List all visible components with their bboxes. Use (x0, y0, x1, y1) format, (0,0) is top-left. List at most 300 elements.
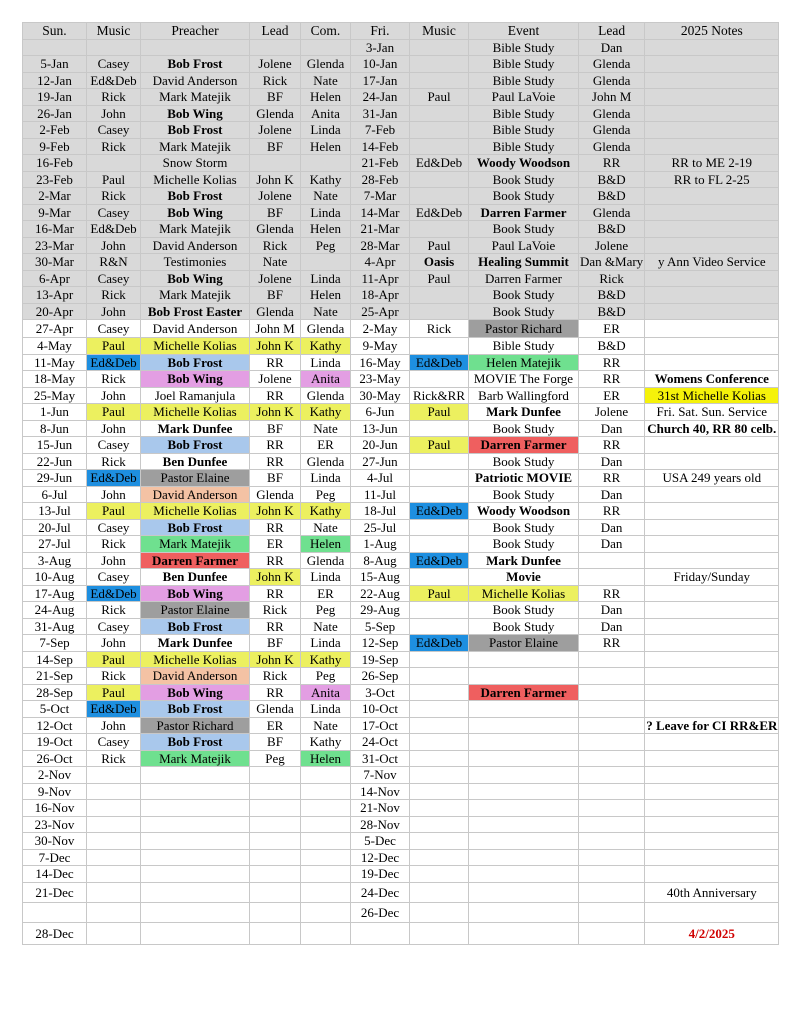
cell-music: Casey (87, 569, 141, 586)
cell-com (301, 922, 351, 944)
cell-event (469, 651, 579, 668)
cell-sun-date: 13-Jul (23, 503, 87, 520)
cell-notes (645, 437, 779, 454)
cell-music (87, 849, 141, 866)
cell-fri-music (410, 684, 469, 701)
cell-fri-date: 21-Mar (351, 221, 410, 238)
table-row (23, 39, 779, 56)
cell-fri-music (410, 618, 469, 635)
cell-lead: Jolene (250, 371, 301, 388)
cell-music (87, 816, 141, 833)
cell-fri-date: 28-Mar (351, 237, 410, 254)
cell-event: Patriotic MOVIE (469, 470, 579, 487)
cell-lead: Glenda (250, 303, 301, 320)
cell-sun-date: 10-Aug (23, 569, 87, 586)
table-row (23, 371, 779, 388)
cell-preacher: Pastor Elaine (141, 470, 250, 487)
header-fri-lead: Lead (579, 23, 645, 40)
cell-fri-lead: Jolene (579, 237, 645, 254)
cell-notes (645, 750, 779, 767)
table-row (23, 717, 779, 734)
cell-lead: BF (250, 138, 301, 155)
cell-notes (645, 800, 779, 817)
cell-fri-date: 27-Jun (351, 453, 410, 470)
table-row (23, 188, 779, 205)
cell-com: Anita (301, 105, 351, 122)
cell-notes (645, 338, 779, 355)
cell-notes (645, 618, 779, 635)
cell-fri-music (410, 519, 469, 536)
cell-preacher: Bob Frost (141, 354, 250, 371)
cell-preacher: Bob Frost (141, 122, 250, 139)
cell-fri-date: 21-Nov (351, 800, 410, 817)
cell-lead: John K (250, 171, 301, 188)
cell-lead: RR (250, 684, 301, 701)
cell-notes (645, 453, 779, 470)
cell-fri-music (410, 569, 469, 586)
cell-fri-music (410, 717, 469, 734)
cell-fri-music (410, 902, 469, 922)
cell-music: Casey (87, 618, 141, 635)
table-row (23, 767, 779, 784)
table-row (23, 618, 779, 635)
cell-preacher: Ben Dunfee (141, 569, 250, 586)
cell-lead: RR (250, 618, 301, 635)
cell-music: Casey (87, 734, 141, 751)
cell-preacher: Mark Matejik (141, 536, 250, 553)
cell-preacher: Joel Ramanjula (141, 387, 250, 404)
cell-lead: RR (250, 519, 301, 536)
table-row (23, 552, 779, 569)
cell-fri-lead (579, 552, 645, 569)
cell-preacher (141, 849, 250, 866)
cell-fri-lead: B&D (579, 188, 645, 205)
cell-fri-music: Ed&Deb (410, 635, 469, 652)
cell-fri-lead: Glenda (579, 72, 645, 89)
table-row (23, 866, 779, 883)
cell-fri-date: 3-Oct (351, 684, 410, 701)
cell-fri-lead (579, 717, 645, 734)
cell-fri-lead: Dan (579, 453, 645, 470)
cell-notes (645, 105, 779, 122)
cell-event: Woody Woodson (469, 503, 579, 520)
cell-fri-music (410, 651, 469, 668)
table-row (23, 833, 779, 850)
cell-sun-date: 31-Aug (23, 618, 87, 635)
cell-fri-music (410, 849, 469, 866)
cell-com: ER (301, 585, 351, 602)
cell-com: Helen (301, 221, 351, 238)
cell-sun-date: 23-Feb (23, 171, 87, 188)
cell-fri-date: 24-Jan (351, 89, 410, 106)
cell-lead (250, 922, 301, 944)
cell-fri-date: 1-Aug (351, 536, 410, 553)
cell-com: Anita (301, 684, 351, 701)
cell-fri-date: 17-Jan (351, 72, 410, 89)
table-row (23, 404, 779, 421)
cell-com: Peg (301, 668, 351, 685)
cell-preacher: David Anderson (141, 486, 250, 503)
table-row (23, 668, 779, 685)
cell-fri-date: 10-Jan (351, 56, 410, 73)
cell-lead: Rick (250, 72, 301, 89)
cell-fri-date: 26-Dec (351, 902, 410, 922)
cell-fri-music (410, 338, 469, 355)
cell-event (469, 849, 579, 866)
cell-event (469, 783, 579, 800)
cell-sun-date: 6-Jul (23, 486, 87, 503)
table-row (23, 585, 779, 602)
cell-com: Linda (301, 270, 351, 287)
cell-lead: John K (250, 503, 301, 520)
table-row (23, 922, 779, 944)
cell-music (87, 922, 141, 944)
cell-notes (645, 56, 779, 73)
cell-music: Ed&Deb (87, 72, 141, 89)
cell-notes (645, 684, 779, 701)
cell-notes: Friday/Sunday (645, 569, 779, 586)
cell-event (469, 816, 579, 833)
cell-sun-date: 21-Sep (23, 668, 87, 685)
cell-sun-date: 23-Mar (23, 237, 87, 254)
table-row (23, 204, 779, 221)
cell-fri-lead: Glenda (579, 138, 645, 155)
table-row (23, 849, 779, 866)
cell-music: John (87, 105, 141, 122)
cell-com: Linda (301, 635, 351, 652)
cell-event: Bible Study (469, 122, 579, 139)
header-music: Music (87, 23, 141, 40)
cell-preacher: Mark Matejik (141, 750, 250, 767)
cell-fri-lead: RR (579, 470, 645, 487)
cell-fri-lead (579, 816, 645, 833)
cell-music (87, 155, 141, 172)
cell-fri-music (410, 536, 469, 553)
cell-fri-lead (579, 651, 645, 668)
cell-preacher: Bob Frost (141, 519, 250, 536)
cell-music (87, 767, 141, 784)
cell-lead (250, 902, 301, 922)
table-row (23, 635, 779, 652)
cell-preacher (141, 922, 250, 944)
cell-fri-date: 24-Oct (351, 734, 410, 751)
cell-fri-date: 24-Dec (351, 882, 410, 902)
cell-lead: BF (250, 287, 301, 304)
table-row (23, 138, 779, 155)
cell-notes (645, 221, 779, 238)
cell-sun-date: 17-Aug (23, 585, 87, 602)
header-fri-music: Music (410, 23, 469, 40)
cell-fri-date: 14-Mar (351, 204, 410, 221)
table-row (23, 72, 779, 89)
cell-preacher: Bob Wing (141, 684, 250, 701)
cell-sun-date: 9-Mar (23, 204, 87, 221)
cell-preacher (141, 767, 250, 784)
cell-preacher (141, 882, 250, 902)
cell-com: Kathy (301, 338, 351, 355)
cell-music: Casey (87, 56, 141, 73)
cell-lead (250, 866, 301, 883)
cell-fri-date: 14-Feb (351, 138, 410, 155)
cell-fri-music: Paul (410, 89, 469, 106)
cell-preacher: Darren Farmer (141, 552, 250, 569)
cell-fri-date: 19-Sep (351, 651, 410, 668)
table-row (23, 902, 779, 922)
cell-fri-music: Paul (410, 237, 469, 254)
cell-lead: Rick (250, 237, 301, 254)
cell-lead: Jolene (250, 188, 301, 205)
cell-fri-date: 18-Apr (351, 287, 410, 304)
cell-event (469, 668, 579, 685)
cell-fri-music: Rick (410, 320, 469, 338)
cell-music: Ed&Deb (87, 470, 141, 487)
cell-event (469, 734, 579, 751)
cell-event: Healing Summit (469, 254, 579, 271)
cell-com (301, 882, 351, 902)
cell-fri-date: 25-Apr (351, 303, 410, 320)
cell-fri-date: 3-Jan (351, 39, 410, 56)
cell-music (87, 902, 141, 922)
cell-com: Helen (301, 750, 351, 767)
cell-notes (645, 188, 779, 205)
cell-fri-music (410, 420, 469, 437)
cell-com (301, 783, 351, 800)
cell-preacher: Mark Matejik (141, 287, 250, 304)
cell-fri-lead: Rick (579, 270, 645, 287)
cell-com: Anita (301, 371, 351, 388)
cell-music: Ed&Deb (87, 701, 141, 718)
cell-lead: Glenda (250, 105, 301, 122)
cell-sun-date: 6-Apr (23, 270, 87, 287)
cell-com: Nate (301, 618, 351, 635)
cell-event: Woody Woodson (469, 155, 579, 172)
cell-fri-date: 4-Apr (351, 254, 410, 271)
cell-fri-date: 12-Dec (351, 849, 410, 866)
cell-fri-lead: B&D (579, 221, 645, 238)
cell-lead: Nate (250, 254, 301, 271)
cell-com: Kathy (301, 404, 351, 421)
table-row (23, 569, 779, 586)
cell-fri-music (410, 371, 469, 388)
cell-com (301, 902, 351, 922)
cell-music: Casey (87, 270, 141, 287)
cell-music: Rick (87, 668, 141, 685)
cell-preacher (141, 902, 250, 922)
table-row (23, 89, 779, 106)
cell-lead (250, 783, 301, 800)
table-row (23, 338, 779, 355)
cell-event: MOVIE The Forge (469, 371, 579, 388)
cell-fri-lead: Dan (579, 39, 645, 56)
table-row (23, 420, 779, 437)
cell-sun-date: 11-May (23, 354, 87, 371)
cell-music: Rick (87, 188, 141, 205)
table-row (23, 783, 779, 800)
cell-event: Book Study (469, 303, 579, 320)
cell-fri-lead (579, 800, 645, 817)
cell-sun-date: 2-Mar (23, 188, 87, 205)
cell-com: Linda (301, 204, 351, 221)
cell-fri-date: 25-Jul (351, 519, 410, 536)
cell-fri-lead: Glenda (579, 105, 645, 122)
cell-event: Book Study (469, 420, 579, 437)
cell-sun-date: 5-Jan (23, 56, 87, 73)
cell-fri-lead: RR (579, 635, 645, 652)
cell-sun-date: 22-Jun (23, 453, 87, 470)
cell-com: Glenda (301, 552, 351, 569)
cell-event: Book Study (469, 188, 579, 205)
cell-fri-lead (579, 783, 645, 800)
cell-sun-date: 21-Dec (23, 882, 87, 902)
cell-com: ER (301, 437, 351, 454)
cell-notes: Fri. Sat. Sun. Service (645, 404, 779, 421)
cell-fri-date: 6-Jun (351, 404, 410, 421)
cell-preacher: David Anderson (141, 72, 250, 89)
cell-fri-date: 31-Oct (351, 750, 410, 767)
cell-sun-date: 23-Nov (23, 816, 87, 833)
cell-lead: RR (250, 585, 301, 602)
cell-com: Linda (301, 701, 351, 718)
cell-notes (645, 519, 779, 536)
cell-sun-date: 9-Nov (23, 783, 87, 800)
table-row (23, 303, 779, 320)
cell-preacher: Mark Dunfee (141, 635, 250, 652)
cell-fri-music (410, 188, 469, 205)
cell-lead: BF (250, 734, 301, 751)
cell-fri-date: 18-Jul (351, 503, 410, 520)
cell-music (87, 833, 141, 850)
cell-fri-music (410, 171, 469, 188)
cell-notes (645, 204, 779, 221)
cell-com: Helen (301, 138, 351, 155)
cell-lead: Rick (250, 668, 301, 685)
cell-fri-music (410, 800, 469, 817)
cell-music: Casey (87, 519, 141, 536)
cell-lead: BF (250, 204, 301, 221)
cell-music: Paul (87, 404, 141, 421)
cell-event: Bible Study (469, 39, 579, 56)
cell-sun-date: 19-Jan (23, 89, 87, 106)
cell-com: Glenda (301, 56, 351, 73)
table-row (23, 816, 779, 833)
header-event: Event (469, 23, 579, 40)
cell-fri-lead: RR (579, 354, 645, 371)
cell-com: Nate (301, 717, 351, 734)
cell-fri-lead: B&D (579, 303, 645, 320)
cell-preacher: Ben Dunfee (141, 453, 250, 470)
cell-fri-lead (579, 569, 645, 586)
cell-fri-music (410, 486, 469, 503)
cell-fri-music: Ed&Deb (410, 155, 469, 172)
cell-fri-music: Ed&Deb (410, 354, 469, 371)
table-row (23, 254, 779, 271)
cell-com: Linda (301, 470, 351, 487)
cell-com: Peg (301, 602, 351, 619)
cell-fri-lead: RR (579, 371, 645, 388)
cell-preacher: David Anderson (141, 320, 250, 338)
cell-fri-lead: Dan (579, 420, 645, 437)
table-row (23, 882, 779, 902)
cell-lead: RR (250, 437, 301, 454)
cell-fri-lead (579, 833, 645, 850)
cell-preacher: Michelle Kolias (141, 404, 250, 421)
cell-event (469, 767, 579, 784)
cell-preacher (141, 866, 250, 883)
cell-lead (250, 800, 301, 817)
cell-preacher: Bob Frost (141, 56, 250, 73)
cell-fri-music: Paul (410, 270, 469, 287)
cell-fri-date: 11-Jul (351, 486, 410, 503)
cell-preacher: Michelle Kolias (141, 503, 250, 520)
cell-event: Michelle Kolias (469, 585, 579, 602)
cell-fri-date: 8-Aug (351, 552, 410, 569)
cell-preacher: Mark Dunfee (141, 420, 250, 437)
cell-lead: Glenda (250, 701, 301, 718)
cell-sun-date: 29-Jun (23, 470, 87, 487)
cell-lead: ER (250, 717, 301, 734)
cell-lead: Jolene (250, 270, 301, 287)
cell-sun-date: 1-Jun (23, 404, 87, 421)
cell-fri-music (410, 287, 469, 304)
cell-event: Darren Farmer (469, 204, 579, 221)
cell-fri-lead (579, 668, 645, 685)
cell-music: Paul (87, 651, 141, 668)
cell-notes (645, 701, 779, 718)
cell-lead (250, 155, 301, 172)
cell-music: Paul (87, 503, 141, 520)
cell-lead (250, 816, 301, 833)
cell-music: Ed&Deb (87, 221, 141, 238)
cell-sun-date: 30-Nov (23, 833, 87, 850)
cell-lead: ER (250, 536, 301, 553)
cell-notes (645, 866, 779, 883)
cell-fri-music: Paul (410, 585, 469, 602)
cell-sun-date: 26-Jan (23, 105, 87, 122)
header-sun: Sun. (23, 23, 87, 40)
cell-event (469, 882, 579, 902)
cell-event (469, 701, 579, 718)
cell-com (301, 767, 351, 784)
cell-lead: RR (250, 453, 301, 470)
cell-fri-lead: RR (579, 585, 645, 602)
cell-music: John (87, 420, 141, 437)
cell-fri-date: 16-May (351, 354, 410, 371)
cell-com (301, 849, 351, 866)
cell-event: Bible Study (469, 105, 579, 122)
table-row (23, 287, 779, 304)
cell-com: Kathy (301, 734, 351, 751)
cell-event: Darren Farmer (469, 437, 579, 454)
cell-lead: Glenda (250, 221, 301, 238)
cell-music (87, 882, 141, 902)
cell-sun-date: 28-Sep (23, 684, 87, 701)
cell-sun-date: 13-Apr (23, 287, 87, 304)
cell-notes (645, 585, 779, 602)
cell-notes: Womens Conference (645, 371, 779, 388)
cell-lead: Glenda (250, 486, 301, 503)
cell-event: Book Study (469, 171, 579, 188)
cell-fri-lead: Dan (579, 602, 645, 619)
table-row (23, 470, 779, 487)
cell-event: Book Study (469, 519, 579, 536)
cell-fri-lead: RR (579, 503, 645, 520)
cell-sun-date: 16-Feb (23, 155, 87, 172)
table-row (23, 701, 779, 718)
cell-notes (645, 303, 779, 320)
table-row (23, 486, 779, 503)
cell-event: Bible Study (469, 338, 579, 355)
cell-music: Rick (87, 750, 141, 767)
